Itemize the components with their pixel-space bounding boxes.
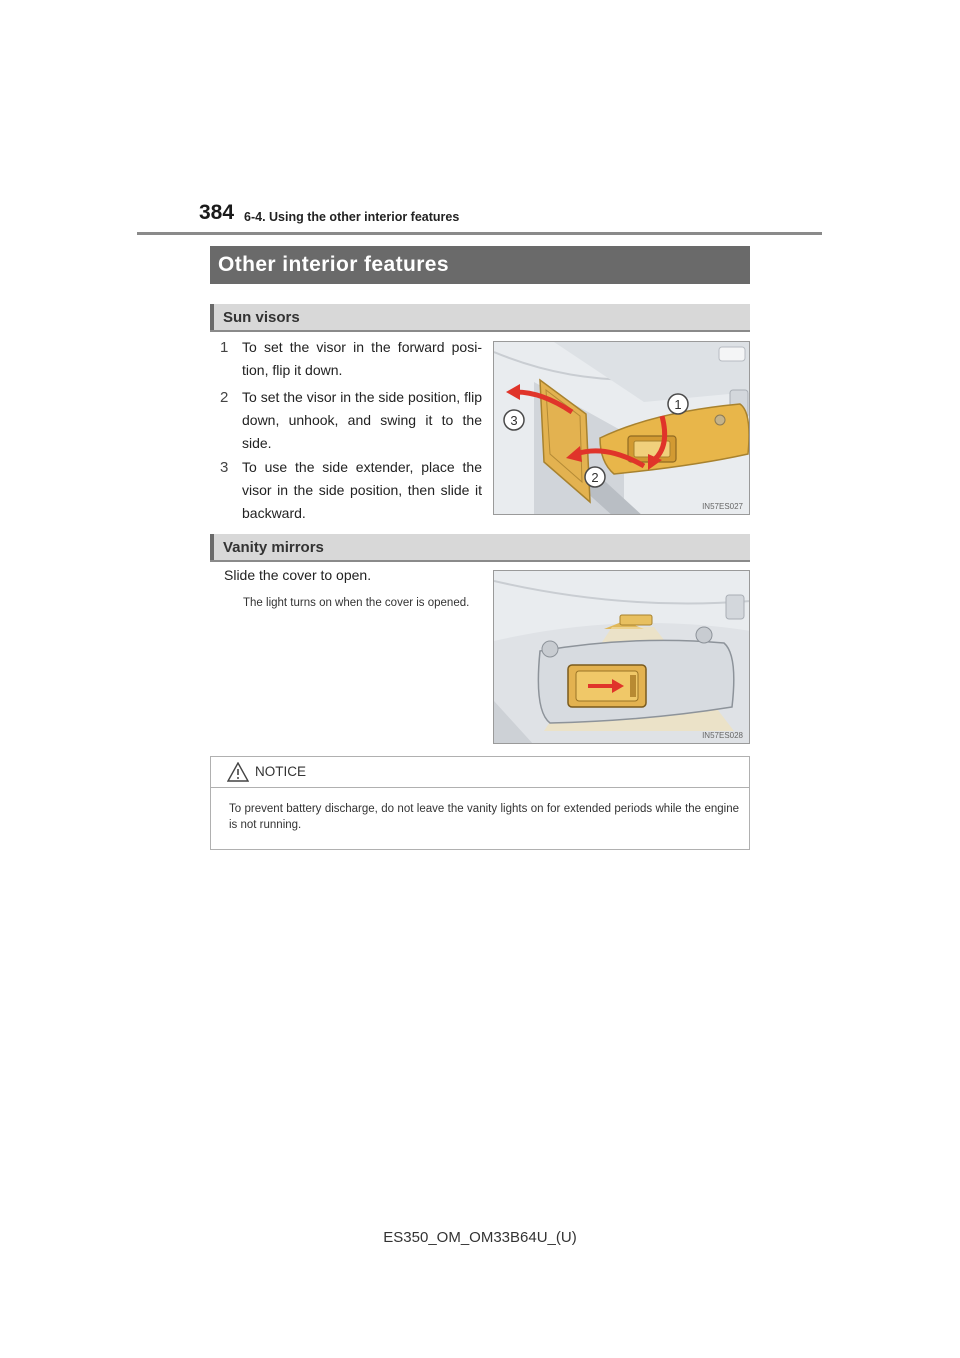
notice-text: To prevent battery discharge, do not leave the vanity lights on for extended periods while the engine is not running. xyxy=(229,803,739,831)
step-text-2: To set the visor in the side position, flip down, unhook, and swing it to the side. xyxy=(242,389,482,451)
illustration-code: IN57ES028 xyxy=(702,731,743,740)
callout-2: 2 xyxy=(591,470,599,485)
step-number-2: 2 xyxy=(220,389,229,406)
section-title-banner xyxy=(210,246,750,284)
vanity-mirror-drawing xyxy=(494,571,750,744)
vanity-instruction: Slide the cover to open. xyxy=(224,567,372,583)
heading-bar xyxy=(210,534,214,560)
vanity-mirrors-heading-label: Vanity mirrors xyxy=(223,538,324,556)
sun-visor-step-3 xyxy=(222,456,482,525)
sun-visors-heading-label: Sun visors xyxy=(223,308,300,326)
header-rule xyxy=(137,232,822,235)
step-text-1: To set the visor in the forward posi-tion, flip it down. xyxy=(242,339,482,378)
sun-visor-drawing xyxy=(494,342,750,515)
sun-visor-illustration xyxy=(493,341,750,515)
callout-3: 3 xyxy=(510,413,518,428)
notice-box xyxy=(210,756,750,850)
vanity-note: The light turns on when the cover is opened. xyxy=(243,597,470,609)
running-head: 6-4. Using the other interior features xyxy=(244,210,460,224)
sun-visor-step-1 xyxy=(222,336,482,382)
callout-1: 1 xyxy=(674,397,682,412)
sun-visors-heading xyxy=(210,304,750,332)
notice-title: NOTICE xyxy=(255,764,307,779)
step-text-3: To use the side extender, place the visor in the side position, then slide it backward. xyxy=(242,459,482,521)
heading-bar xyxy=(210,304,214,330)
footer-code: ES350_OM_OM33B64U_(U) xyxy=(383,1229,577,1246)
vanity-mirrors-heading xyxy=(210,534,750,562)
step-number-1: 1 xyxy=(220,339,229,356)
notice-header xyxy=(211,757,749,788)
section-title: Other interior features xyxy=(218,253,449,276)
step-number-3: 3 xyxy=(220,459,229,476)
vanity-mirror-illustration xyxy=(493,570,750,744)
page-number: 384 xyxy=(199,201,235,224)
illustration-code: IN57ES027 xyxy=(702,502,743,511)
warning-triangle-icon xyxy=(227,762,249,782)
sun-visor-step-2 xyxy=(222,386,482,455)
